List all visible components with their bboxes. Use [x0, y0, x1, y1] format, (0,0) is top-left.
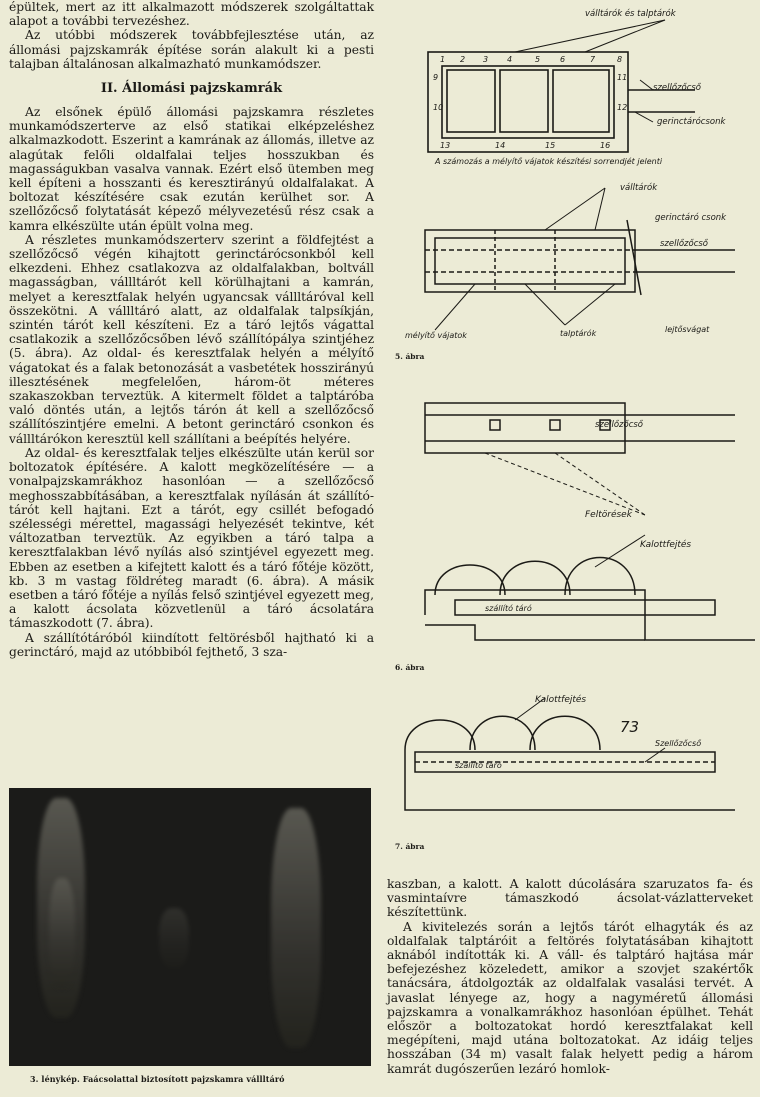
right-paragraph-1: kaszban, a kalott. A kalott dúcolására szaruzatos fa- és vasmintaívre támaszkodó ácsolat-vázlatterveket készítettünk. [387, 877, 753, 920]
label-szallito-7: szállító táró [455, 761, 502, 770]
body-paragraph-4: A szállítótáróból kiindított feltörésből hajtható ki a gerinctáró, majd az utóbbiból fejthető, 3 sza- [9, 630, 374, 659]
photo-caption: 3. lénykép. Faácsolattal biztosított pajzskamra vállltáró [30, 1074, 285, 1084]
label-talptarok: talptárók [560, 329, 597, 338]
label-szallito-6: szállító táró [485, 604, 532, 613]
svg-text:11: 11 [617, 73, 628, 82]
label-szellozocso-7: Szellőzőcső [655, 739, 702, 748]
figure-5-top [395, 0, 757, 180]
body-paragraph-3: Az oldal- és keresztfalak teljes elkészülte után kerül sor boltozatok építésére. A kalott megközelítésére — a vonalpajzskamrákhoz hasonlóan — a szellőzőcső meghosszabbításában, a keresztfalak nyílásán át szállító-tárót kell hajtani. Ezt a tárót, egy csillét befogadó szélességi mérettel, magassági helyezését tekintve, két változatban terveztük. Az egyikben a táró talpa a keresztfalakban lévő nyílás alsó szintjével egyezett meg. Ebben az esetben a kifejtett kalott és a táró főtéje között, kb. 3 m vastag földréteg maradt (6. ábra). A másik esetben a táró főtéje a nyílás felső szintjével egyezett meg, a kalott ácsolata közvetlenül a táró ácsolatára támaszkodott (7. ábra). [9, 445, 374, 631]
label-feltoresek: Feltörések [585, 510, 632, 520]
figure-5 [395, 180, 757, 365]
svg-text:10: 10 [433, 103, 444, 112]
body-paragraph-2: A részletes munkamódszerterv szerint a földfejtést a szellőzőcső végén kihajtott gerinctárócsonkból kell elkezdeni. Ehhez csatlakozva az oldalfalakban, boltváll magasságban, vállltárót kell körülhajtani a kamrán, melyet a keresztfalak helyén ugyancsak vállltáróval kell összekötni. A vállltáró alatt, az oldalfalak talpsíkján, szintén tárót kell készíteni. Ez a táró lejtős vágattal csatlakozik a szellőzőcsőben lévő szállítópálya szintjéhez (5. ábra). Az oldal- és keresztfalak helyén a mélyítő vágatokat és a falak betonozását a vasbetétek hosszirányú illesztésének megfelelően, három-öt méteres szakaszokban terveztük. A kitermelt földet a talptáróba való döntés után, a lejtős tárón át kell a szellőzőcső szállítószintjére emelni. A betont gerinctáró csonkon és vállltárókon keresztül kell szállítani a beépítés helyére. [9, 232, 374, 446]
svg-text:15: 15 [545, 141, 556, 150]
svg-text:6: 6 [560, 55, 566, 64]
label-gerinctaro-csonk: gerinctáró csonk [655, 213, 727, 223]
handwritten-number: 73 [620, 718, 640, 736]
figure-5-label: 5. ábra [395, 352, 425, 361]
svg-text:4: 4 [507, 55, 513, 64]
svg-text:3: 3 [483, 55, 489, 64]
svg-text:7: 7 [590, 55, 596, 64]
left-column [9, 0, 374, 659]
label-szellozocso-6: szellőzőcső [595, 420, 644, 430]
svg-text:16: 16 [600, 141, 611, 150]
label-kalottfejtes-7: Kalottfejtés [535, 695, 587, 705]
tunnel-photo [9, 788, 371, 1066]
label-melyito: mélyítő vájatok [405, 331, 467, 340]
svg-text:1: 1 [440, 55, 446, 64]
label-valltarok: válltárók [620, 183, 658, 193]
svg-text:9: 9 [433, 73, 439, 82]
svg-text:14: 14 [495, 141, 506, 150]
label-kalottfejtes-6: Kalottfejtés [640, 540, 692, 550]
figure-6 [395, 395, 757, 675]
svg-text:8: 8 [617, 55, 623, 64]
figure-7 [395, 690, 757, 865]
label-lejtos: lejtősvágat [665, 325, 710, 334]
label-szellozocso-5: szellőzőcső [660, 239, 709, 249]
figure-6-label: 6. ábra [395, 663, 425, 672]
caption-top-figure: A számozás a mélyítő vájatok készítési sorrendjét jelenti [435, 157, 663, 166]
label-gerinc-top: gerinctárócsonk [657, 117, 726, 127]
svg-text:2: 2 [460, 55, 466, 64]
right-column [387, 877, 753, 1076]
section-heading: II. Állomási pajzskamrák [100, 81, 283, 97]
intro-paragraph-2: Az utóbbi módszerek továbbfejlesztése után, az állomási pajzskamrák építése során alakult ki a pesti talajban általánosan alkalmazható munkamódszer. [9, 28, 374, 71]
label-szellozo-top: szellőzőcső [653, 83, 702, 93]
figure-7-label: 7. ábra [395, 842, 425, 851]
intro-paragraph-1: épültek, mert az itt alkalmazott módszerek szolgáltattak alapot a további tervezéshez. [9, 0, 374, 29]
svg-text:13: 13 [440, 141, 451, 150]
svg-text:12: 12 [617, 103, 628, 112]
svg-text:5: 5 [535, 55, 541, 64]
label-vallt-talp: válltárók és talptárók [585, 9, 676, 19]
right-paragraph-2: A kivitelezés során a lejtős tárót elhagyták és az oldalfalak talptáróit a feltörés folytatásában kihajtott aknából indították ki. A váll- és talptáró hajtása már befejezéshez közeledett, amikor a szovjet szakértők tanácsára, átdolgozták az oldalfalak vasalási tervét. A javaslat lényege az, hogy a nagyméretű állomási pajzskamra a vonalkamrákhoz hasonlóan épülhet. Tehát először a boltozatokat hordó keresztfalakat kell megépíteni, majd utána boltozatokat. Az idáig teljes hosszában (34 m) vasalt falak helyett pedig a három kamrát dugószerűen lezáró homlok- [387, 919, 753, 1076]
body-paragraph-1: Az elsőnek épülő állomási pajzskamra részletes munkamódszerterve az első statikai elképzeléshez alkalmazkodott. Eszerint a kamrának az állomás, illetve az alagútak felőli oldalfalai teljes hosszukban és magasságukban vasalva vannak. Ezért első ütemben meg kell építeni a hosszanti és keresztirányú oldalfalakat. A boltozat készítésére csak ezután kerülhet sor. A szellőzőcső folytatását képező mélyvezetésű rész csak a kamra elkészülte után épült volna meg. [9, 105, 374, 233]
